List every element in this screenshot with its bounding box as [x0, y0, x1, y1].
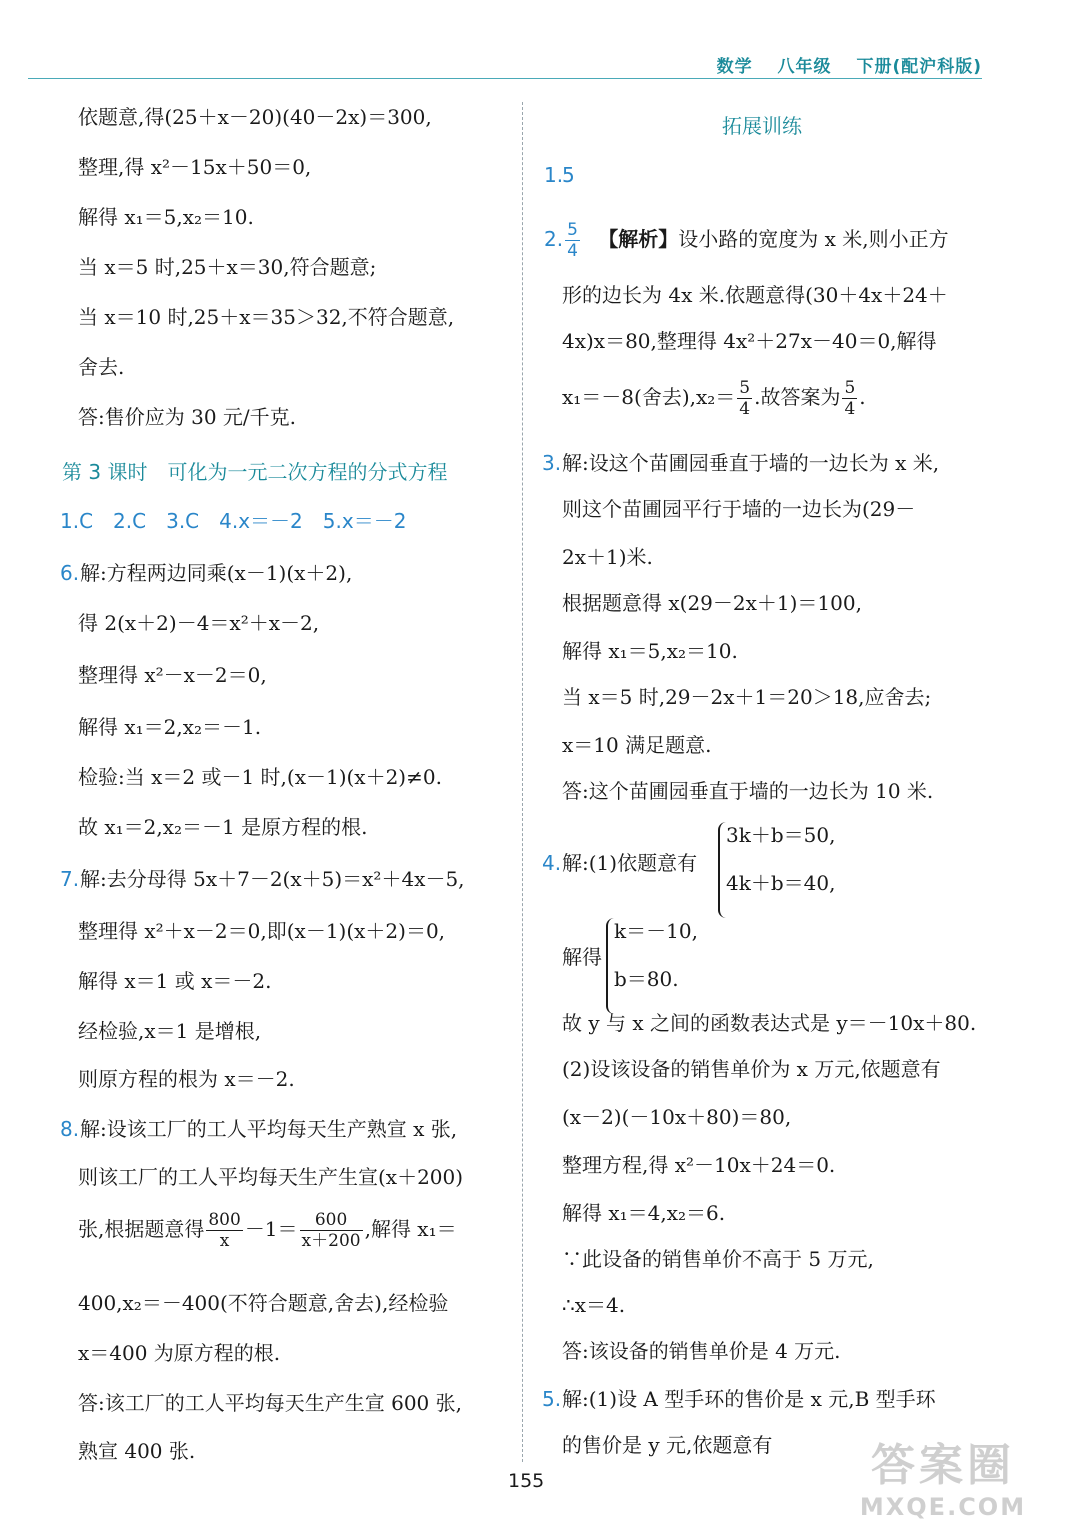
r-q4-line-5: 解得 x₁＝4,x₂＝6. — [562, 1201, 726, 1225]
watermark-logo — [838, 1440, 1048, 1530]
r-q1-number: 1. — [544, 163, 564, 187]
r-q5-number: 5. — [542, 1387, 562, 1411]
q7-line-5: 则原方程的根为 x＝－2. — [78, 1067, 295, 1091]
r-q2-answer-fraction — [565, 220, 580, 261]
q6-line-6: 故 x₁＝2,x₂＝－1 是原方程的根. — [78, 815, 368, 839]
r-q4-line-4: 整理方程,得 x²－10x＋24＝0. — [562, 1153, 836, 1177]
r-q4-sys2-eq2: b＝80. — [614, 967, 679, 991]
left-line-4: 当 x＝5 时,25＋x＝30,符合题意; — [78, 255, 377, 279]
r-q3-line-5: 解得 x₁＝5,x₂＝10. — [562, 639, 738, 663]
r-q2-line-4-post: . — [859, 385, 866, 409]
left-line-6: 舍去. — [78, 355, 125, 379]
r-q4-line-3: (x－2)(－10x＋80)＝80, — [562, 1105, 792, 1129]
q7-line-1: 解:去分母得 5x＋7－2(x＋5)＝x²＋4x－5, — [80, 867, 465, 891]
q8-line-5: x＝400 为原方程的根. — [78, 1341, 281, 1365]
r-q1-answer: 5 — [562, 163, 575, 187]
r-q2-x2-denominator: 4 — [739, 399, 751, 419]
q6-line-2: 得 2(x＋2)－4＝x²＋x－2, — [78, 611, 320, 635]
r-q4-sys1-eq2: 4k＋b＝40, — [726, 871, 836, 895]
q8-line-1: 解:设该工厂的工人平均每天生产熟宣 x 张, — [80, 1117, 458, 1141]
r-q4-sys1-eq1: 3k＋b＝50, — [726, 823, 836, 847]
r-q4-line-8: 答:该设备的销售单价是 4 万元. — [562, 1339, 841, 1363]
header-rule — [28, 78, 982, 79]
r-q2-text-1: 设小路的宽度为 x 米,则小正方 — [678, 227, 949, 251]
r-q2-final-numerator: 5 — [844, 378, 856, 398]
q7-line-4: 经检验,x＝1 是增根, — [78, 1019, 262, 1043]
q6-line-5: 检验:当 x＝2 或－1 时,(x－1)(x＋2)≠0. — [78, 765, 442, 789]
q8-line-3 — [78, 1210, 457, 1251]
q8-line-3-mid: －1＝ — [244, 1217, 298, 1241]
watermark-line-2: MXQE.COM — [859, 1493, 1027, 1521]
q6-line-4: 解得 x₁＝2,x₂＝－1. — [78, 715, 262, 739]
q8-line-7: 熟宣 400 张. — [78, 1439, 196, 1463]
r-q4-number: 4. — [542, 851, 562, 875]
watermark-line-1: 答案圈 — [871, 1440, 1015, 1491]
r-q2-final-denominator: 4 — [844, 399, 856, 419]
q8-fraction-2 — [300, 1210, 363, 1251]
left-line-2: 整理,得 x²－15x＋50＝0, — [78, 155, 312, 179]
r-q3-line-2: 则这个苗圃园平行于墙的一边长为(29－ — [562, 497, 916, 521]
left-line-5: 当 x＝10 时,25＋x＝35＞32,不符合题意, — [78, 305, 455, 329]
q8-line-3-post: ,解得 x₁＝ — [364, 1217, 457, 1241]
r-q2-line-4-mid: .故答案为 — [754, 385, 841, 409]
r-q2-line-2: 形的边长为 4x 米.依题意得(30＋4x＋24＋ — [562, 283, 948, 307]
r-q4-line-1: 故 y 与 x 之间的函数表达式是 y＝－10x＋80. — [562, 1011, 977, 1035]
r-q2-line-4 — [562, 378, 866, 419]
r-q2-line-3: 4x)x＝80,整理得 4x²＋27x－40＝0,解得 — [562, 329, 937, 353]
r-q3-line-8: 答:这个苗圃园垂直于墙的一边长为 10 米. — [562, 779, 934, 803]
r-q2-x2-numerator: 5 — [739, 378, 751, 398]
r-q4-sys2-eq1: k＝－10, — [614, 919, 698, 943]
header-grade: 八年级 — [777, 57, 832, 77]
r-q2-line-4-pre: x₁＝－8(舍去),x₂＝ — [562, 385, 736, 409]
r-q4-line-7: ∴x＝4. — [562, 1293, 626, 1317]
r-q2-line-1 — [544, 220, 949, 261]
r-q3-number: 3. — [542, 451, 562, 475]
r-q3-line-6: 当 x＝5 时,29－2x＋1＝20＞18,应舍去; — [562, 685, 932, 709]
column-divider — [522, 102, 523, 1462]
answers-1-5: 1.C 2.C 3.C 4.x＝－2 5.x＝－2 — [60, 509, 407, 533]
header-subject: 数学 — [716, 57, 753, 77]
r-q4-line-2: (2)设该设备的销售单价为 x 万元,依题意有 — [562, 1057, 941, 1081]
r-q4-intro: 解:(1)依题意有 — [562, 851, 698, 875]
q8-line-4: 400,x₂＝－400(不符合题意,舍去),经检验 — [78, 1291, 449, 1315]
q8-number: 8. — [60, 1117, 80, 1141]
r-q4-line-6: ∵此设备的销售单价不高于 5 万元, — [562, 1247, 874, 1271]
r-q2-ans-denominator: 4 — [567, 241, 578, 261]
r-q2-number: 2. — [544, 227, 564, 251]
header-volume: 下册(配沪科版) — [856, 57, 982, 77]
q8-fraction-1 — [206, 1210, 242, 1251]
q8-frac2-denominator: x＋200 — [301, 1231, 361, 1251]
left-line-1: 依题意,得(25＋x－20)(40－2x)＝300, — [78, 105, 432, 129]
r-q3-line-1: 解:设这个苗圃园垂直于墙的一边长为 x 米, — [562, 451, 940, 475]
r-q2-tag: 【解析】 — [598, 227, 679, 251]
q8-frac1-denominator: x — [219, 1231, 230, 1251]
q7-line-3: 解得 x＝1 或 x＝－2. — [78, 969, 272, 993]
r-q4-solve-label: 解得 — [562, 945, 602, 969]
r-q4-system-1 — [718, 822, 835, 918]
q7-line-2: 整理得 x²＋x－2＝0,即(x－1)(x＋2)＝0, — [78, 919, 446, 943]
r-q4-system-2 — [606, 918, 698, 1014]
left-line-3: 解得 x₁＝5,x₂＝10. — [78, 205, 254, 229]
r-q5-line-1: 解:(1)设 A 型手环的售价是 x 元,B 型手环 — [562, 1387, 936, 1411]
left-line-7: 答:售价应为 30 元/千克. — [78, 405, 296, 429]
page-header — [699, 52, 982, 77]
q8-line-2: 则该工厂的工人平均每天生产生宣(x＋200) — [78, 1165, 464, 1189]
q8-line-6: 答:该工厂的工人平均每天生产生宣 600 张, — [78, 1391, 462, 1415]
r-q3-line-4: 根据题意得 x(29－2x＋1)＝100, — [562, 591, 862, 615]
r-q2-ans-numerator: 5 — [567, 220, 578, 240]
q7-number: 7. — [60, 867, 80, 891]
q6-line-3: 整理得 x²－x－2＝0, — [78, 663, 267, 687]
q8-frac1-numerator: 800 — [208, 1210, 241, 1230]
r-q5-line-2: 的售价是 y 元,依题意有 — [562, 1433, 773, 1457]
r-q2-final-fraction — [842, 378, 857, 419]
page-number: 155 — [508, 1470, 545, 1492]
q6-line-1: 解:方程两边同乘(x－1)(x＋2), — [80, 561, 353, 585]
r-q2-x2-fraction — [737, 378, 752, 419]
r-q3-line-7: x＝10 满足题意. — [562, 733, 712, 757]
q8-line-3-pre: 张,根据题意得 — [78, 1217, 205, 1241]
q8-frac2-numerator: 600 — [300, 1210, 363, 1231]
q6-number: 6. — [60, 561, 80, 585]
section-title-extension: 拓展训练 — [722, 114, 802, 138]
r-q3-line-3: 2x＋1)米. — [562, 545, 653, 569]
section-title-lesson3: 第 3 课时 可化为一元二次方程的分式方程 — [62, 460, 448, 484]
